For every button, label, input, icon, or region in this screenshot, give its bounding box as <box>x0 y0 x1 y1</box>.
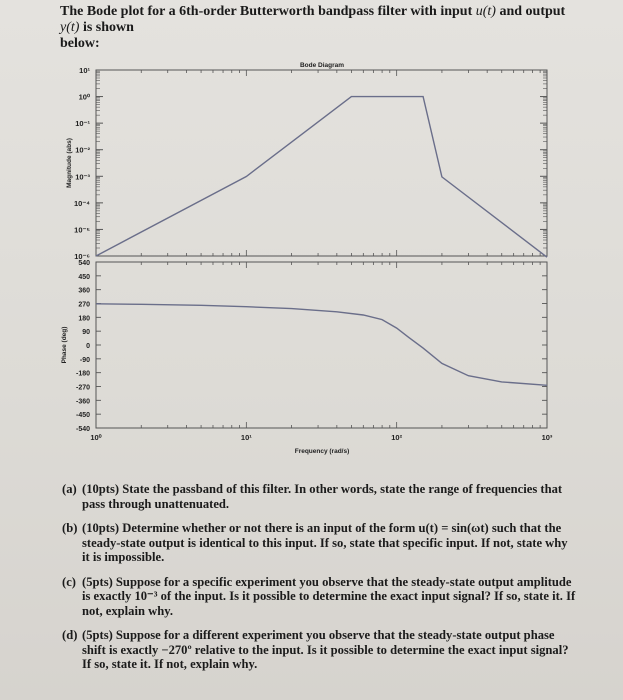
phase-y-tick-label: -180 <box>75 370 90 378</box>
magnitude-axes <box>96 70 547 428</box>
question-a-label: (a) <box>62 482 77 496</box>
x-tick-label: 10³ <box>541 433 553 442</box>
question-c <box>62 575 577 619</box>
x-tick-label: 10¹ <box>240 433 252 442</box>
phase-y-tick-label: 90 <box>82 329 90 337</box>
phase-y-tick-label: -90 <box>79 356 90 364</box>
question-c-label: (c) <box>62 574 76 589</box>
bode-labels <box>61 62 553 455</box>
phase-y-tick-label: 0 <box>86 343 90 350</box>
mag-y-tick-label: 10⁻¹ <box>75 119 90 129</box>
mag-y-tick-label: 10⁻² <box>75 145 90 155</box>
x-tick-label: 10⁰ <box>90 433 102 442</box>
question-d <box>62 628 577 672</box>
phase-y-tick-label: 180 <box>78 315 90 323</box>
heading-text-2: and output <box>495 4 566 19</box>
phase-y-tick-label: -450 <box>75 412 90 420</box>
magnitude-curve <box>96 97 547 258</box>
heading-text-1: The Bode plot for a 6th-order Butterworth bandpass filter with input <box>60 4 476 19</box>
question-d-label: (d) <box>62 628 78 642</box>
phase-y-tick-label: 450 <box>78 273 90 281</box>
chart-title: Bode Diagram <box>299 62 345 69</box>
question-b-label: (b) <box>62 521 78 535</box>
phase-y-tick-label: -360 <box>75 398 90 406</box>
mag-y-tick-label: 10⁻⁴ <box>73 198 90 208</box>
bode-curves <box>96 97 547 386</box>
phase-y-tick-label: -540 <box>75 426 90 433</box>
phase-axis-label: Phase (deg) <box>61 326 68 364</box>
heading-text-3: is shown <box>79 20 134 35</box>
mag-y-tick-label: 10⁻⁵ <box>74 225 90 235</box>
phase-axes <box>96 262 547 428</box>
question-a <box>62 482 577 511</box>
magnitude-frame <box>96 70 547 256</box>
phase-curve <box>96 304 547 386</box>
heading-text-4: below: <box>60 36 100 51</box>
mag-y-tick-label: 10⁻⁶ <box>74 252 90 261</box>
phase-y-tick-label: 360 <box>78 287 90 295</box>
mag-y-tick-label: 10⁻³ <box>75 172 90 182</box>
phase-frame <box>96 262 547 428</box>
input-symbol: u(t) <box>475 4 496 19</box>
question-b-text: (10pts) Determine whether or not there is an input of the form u(t) = sin(ωt) such that the steady-state output is identical to this input. If so, state that specific input. If not, state why it is impossible. <box>82 521 568 564</box>
mag-y-tick-label: 10⁰ <box>78 92 90 102</box>
question-list <box>62 482 577 682</box>
question-c-text: (5pts) Suppose for a specific experiment you observe that the steady-state output amplitude is exactly 10⁻³ of the input. Is it possible to determine the exact input signal? If so, state it. If not, explain why. <box>82 574 576 618</box>
x-axis-label: Frequency (rad/s) <box>294 448 350 455</box>
output-symbol: y(t) <box>60 20 80 35</box>
phase-y-tick-label: 270 <box>78 301 90 309</box>
mag-y-tick-label: 10¹ <box>79 66 90 75</box>
question-a-text: (10pts) State the passband of this filter. In other words, state the range of frequencies that pass through unattenuated. <box>82 482 563 511</box>
question-d-text: (5pts) Suppose for a different experiment you observe that the steady-state output phase shift is exactly −270º relative to the input. Is it possible to determine the exact input signal? If so, state it. If not, explain why. <box>82 628 569 671</box>
phase-y-tick-label: 540 <box>78 260 90 267</box>
x-tick-label: 10² <box>391 433 403 442</box>
phase-y-tick-label: -270 <box>75 384 90 392</box>
question-b <box>62 521 577 565</box>
magnitude-axis-label: Magnitude (abs) <box>66 138 73 188</box>
